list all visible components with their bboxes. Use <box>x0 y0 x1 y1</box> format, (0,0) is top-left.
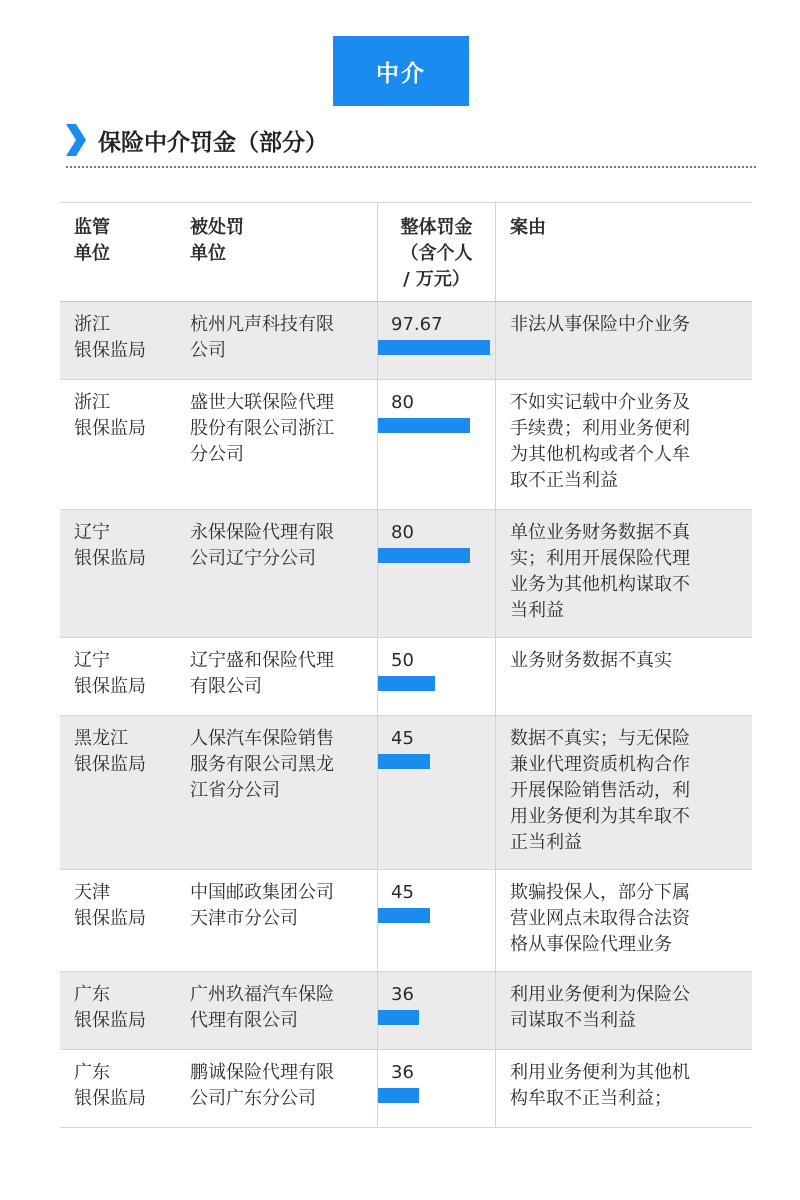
cell-regulator: 辽宁 银保监局 <box>74 650 146 697</box>
cell-reason: 单位业务财务数据不真 实；利用开展保险代理 业务为其他机构谋取不 当利益 <box>510 522 690 621</box>
cell-fine <box>377 380 496 509</box>
cell-reason: 数据不真实；与无保险 兼业代理资质机构合作 开展保险销售活动，利 用业务便利为其牟取不 正当利益 <box>510 728 690 853</box>
cell-fine <box>377 638 496 715</box>
cell-fine <box>377 716 496 869</box>
section-header <box>64 120 328 160</box>
cell-regulator: 浙江 银保监局 <box>74 392 146 439</box>
section-title: 保险中介罚金（部分） <box>98 129 328 156</box>
column-header-regulator: 监管 单位 <box>74 217 110 264</box>
cell-entity: 永保保险代理有限 公司辽宁分公司 <box>190 522 334 569</box>
column-header-fine: 整体罚金 （含个人 / 万元） <box>377 203 496 301</box>
cell-entity: 广州玖福汽车保险 代理有限公司 <box>190 984 334 1031</box>
cell-regulator: 浙江 银保监局 <box>74 314 146 361</box>
category-badge <box>333 36 469 106</box>
column-header-entity: 被处罚 单位 <box>190 217 244 264</box>
cell-entity: 杭州凡声科技有限 公司 <box>190 314 334 361</box>
table-row <box>60 380 752 510</box>
cell-regulator: 广东 银保监局 <box>74 1062 146 1109</box>
fine-bar <box>378 340 490 355</box>
fine-bar <box>378 676 435 691</box>
fine-value-label: 80 <box>391 392 414 413</box>
fine-value-label: 36 <box>391 984 414 1005</box>
cell-reason: 利用业务便利为保险公 司谋取不当利益 <box>510 984 690 1031</box>
cell-regulator: 黑龙江 银保监局 <box>74 728 146 775</box>
fine-value-label: 36 <box>391 1062 414 1083</box>
cell-reason: 不如实记载中介业务及 手续费；利用业务便利 为其他机构或者个人牟 取不正当利益 <box>510 392 690 491</box>
chevron-right-icon <box>64 124 86 156</box>
fine-value-label: 80 <box>391 522 414 543</box>
cell-entity: 中国邮政集团公司 天津市分公司 <box>190 882 334 929</box>
cell-fine <box>377 510 496 637</box>
column-header-reason: 案由 <box>510 217 546 238</box>
fine-value-label: 97.67 <box>391 314 443 335</box>
fine-value-label: 45 <box>391 882 414 903</box>
cell-fine <box>377 302 496 379</box>
cell-regulator: 天津 银保监局 <box>74 882 146 929</box>
fine-bar <box>378 1010 419 1025</box>
cell-reason: 利用业务便利为其他机 构牟取不正当利益； <box>510 1062 690 1109</box>
cell-regulator: 辽宁 银保监局 <box>74 522 146 569</box>
cell-entity: 人保汽车保险销售 服务有限公司黑龙 江省分公司 <box>190 728 334 801</box>
cell-regulator: 广东 银保监局 <box>74 984 146 1031</box>
table-row <box>60 972 752 1050</box>
fine-value-label: 45 <box>391 728 414 749</box>
cell-entity: 鹏诚保险代理有限 公司广东分公司 <box>190 1062 334 1109</box>
fine-bar <box>378 908 430 923</box>
table-row <box>60 1050 752 1128</box>
table-header-row <box>60 202 752 302</box>
dotted-divider <box>66 166 756 168</box>
fine-value-label: 50 <box>391 650 414 671</box>
fine-bar <box>378 1088 419 1103</box>
cell-entity: 辽宁盛和保险代理 有限公司 <box>190 650 334 697</box>
fines-table <box>60 202 752 1128</box>
table-body <box>60 302 752 1128</box>
cell-entity: 盛世大联保险代理 股份有限公司浙江 分公司 <box>190 392 334 465</box>
fine-bar <box>378 754 430 769</box>
cell-reason: 业务财务数据不真实 <box>510 650 672 671</box>
cell-fine <box>377 972 496 1049</box>
table-row <box>60 638 752 716</box>
cell-fine <box>377 870 496 971</box>
cell-fine <box>377 1050 496 1127</box>
table-row <box>60 870 752 972</box>
fine-bar <box>378 418 470 433</box>
cell-reason: 欺骗投保人，部分下属 营业网点未取得合法资 格从事保险代理业务 <box>510 882 690 955</box>
category-badge-label: 中介 <box>376 60 426 87</box>
table-row <box>60 510 752 638</box>
table-row <box>60 716 752 870</box>
cell-reason: 非法从事保险中介业务 <box>510 314 690 335</box>
fine-bar <box>378 548 470 563</box>
table-row <box>60 302 752 380</box>
